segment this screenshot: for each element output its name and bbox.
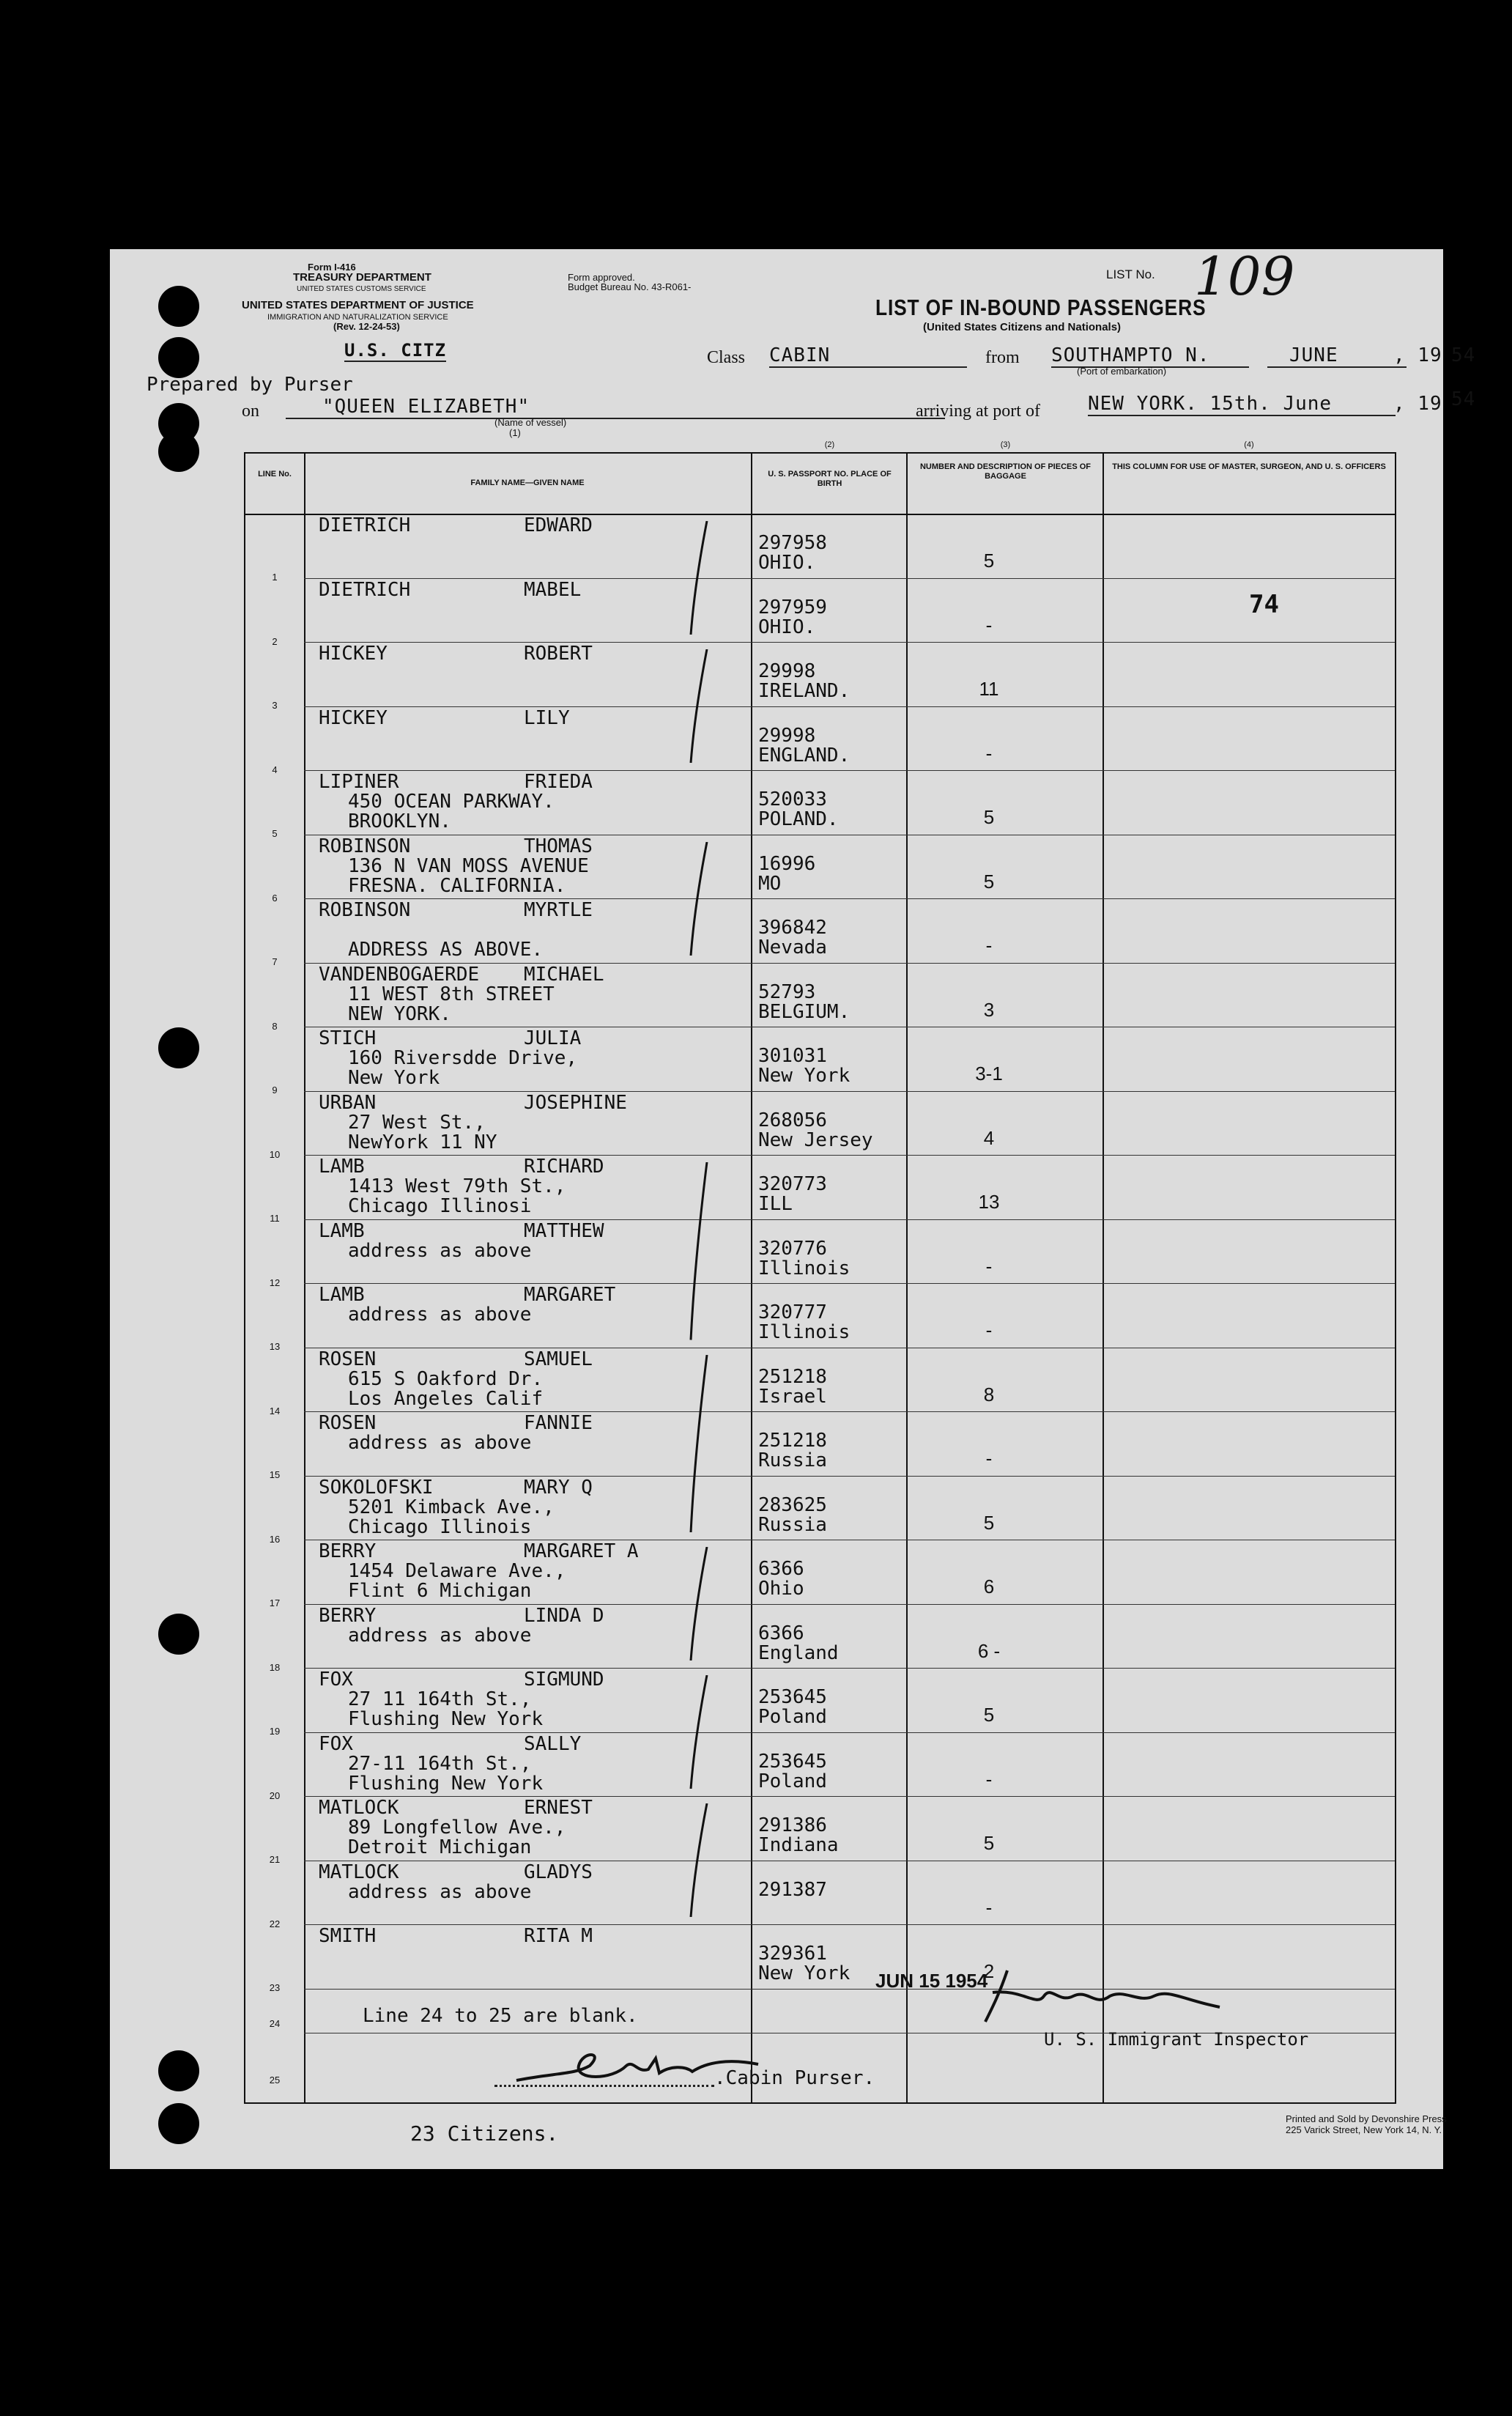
address-line: Flushing New York	[348, 1708, 544, 1730]
passport-number: 301031	[758, 1045, 827, 1067]
given-name: MARGARET A	[524, 1540, 639, 1562]
blank-lines-note: Line 24 to 25 are blank.	[363, 2005, 638, 2027]
address-line: 27-11 164th St.,	[348, 1752, 532, 1775]
baggage-count: 8	[983, 1383, 995, 1405]
baggage-count: 5	[983, 806, 995, 828]
given-name: EDWARD	[524, 514, 593, 536]
table-row	[245, 706, 1395, 775]
baggage-count: 5	[983, 550, 995, 572]
address-line: BROOKLYN.	[348, 810, 451, 832]
given-name: SIGMUND	[524, 1669, 604, 1691]
col-header-officers: THIS COLUMN FOR USE OF MASTER, SURGEON, AND U. S. OFFICERS	[1112, 462, 1386, 471]
line-number: 8	[272, 1020, 278, 1032]
address-line: Los Angeles Calif	[348, 1387, 544, 1410]
family-name: FOX	[319, 1732, 353, 1755]
family-bracket-mark	[685, 1547, 714, 1660]
passport-number: 520033	[758, 788, 827, 810]
family-bracket-mark	[685, 842, 714, 956]
family-bracket-mark	[685, 1675, 714, 1789]
us-citz: U.S. CITZ	[344, 340, 447, 361]
line-number: 18	[269, 1661, 281, 1673]
table-row	[245, 898, 1395, 967]
table-row	[245, 1604, 1395, 1673]
officer-note: 74	[1249, 589, 1279, 619]
given-name: MICHAEL	[524, 963, 604, 986]
address-line: 136 N VAN MOSS AVENUE	[348, 854, 589, 877]
passport-number: 29998	[758, 660, 816, 682]
family-name: HICKEY	[319, 706, 388, 729]
citizens-total: 23 Citizens.	[410, 2121, 559, 2146]
month-value: JUNE	[1267, 344, 1407, 368]
given-name: FRIEDA	[524, 771, 593, 793]
passport-number: 297959	[758, 596, 827, 618]
baggage-count: 11	[979, 678, 999, 700]
arrival-year-prefix: , 19	[1393, 393, 1442, 415]
place-of-birth: Illinois	[758, 1321, 850, 1343]
line-number: 19	[269, 1726, 281, 1737]
baggage-count: 6 -	[977, 1639, 1001, 1662]
table-row	[245, 1348, 1395, 1416]
baggage-count: 2	[983, 1960, 995, 1982]
baggage-count: 5	[983, 1704, 995, 1726]
table-row	[245, 578, 1395, 647]
vessel-caption: (Name of vessel)	[494, 417, 567, 428]
address-line: FRESNA. CALIFORNIA.	[348, 874, 566, 897]
line-number: 1	[272, 572, 278, 583]
baggage-count: 3-1	[975, 1063, 1003, 1085]
col-header-line: LINE No.	[258, 470, 292, 479]
place-of-birth: ENGLAND.	[758, 744, 850, 766]
from-value: SOUTHAMPTO N.	[1051, 344, 1249, 368]
address-line: address as above	[348, 1239, 532, 1262]
family-bracket-mark	[685, 1355, 714, 1533]
family-name: LIPINER	[319, 771, 399, 793]
table-row	[245, 514, 1395, 583]
family-name: DIETRICH	[319, 578, 411, 601]
place-of-birth: OHIO.	[758, 616, 816, 638]
line-number: 4	[272, 764, 278, 775]
address-line: 27 West St.,	[348, 1111, 486, 1134]
family-name: LAMB	[319, 1219, 365, 1242]
place-of-birth: New Jersey	[758, 1128, 873, 1151]
col-num-baggage: (3)	[1000, 440, 1011, 449]
line-number: 3	[272, 700, 278, 711]
baggage-count: -	[985, 1447, 993, 1469]
family-bracket-mark	[685, 1162, 714, 1340]
given-name: MATTHEW	[524, 1219, 604, 1242]
family-name: ROBINSON	[319, 899, 411, 921]
place-of-birth: IRELAND.	[758, 680, 850, 702]
line-number: 17	[269, 1597, 281, 1608]
line-number: 25	[269, 2075, 281, 2086]
table-row	[245, 1411, 1395, 1480]
place-of-birth: Israel	[758, 1385, 827, 1408]
given-name: MABEL	[524, 578, 582, 601]
year-prefix: , 19	[1393, 344, 1442, 366]
baggage-count: 5	[983, 870, 995, 893]
given-name: LINDA D	[524, 1604, 604, 1627]
address-line: Chicago Illinosi	[348, 1195, 532, 1217]
address-line: 89 Longfellow Ave.,	[348, 1817, 566, 1839]
baggage-count: 5	[983, 1832, 995, 1854]
table-row	[245, 1027, 1395, 1096]
passport-number: 251218	[758, 1430, 827, 1452]
line-number: 5	[272, 828, 278, 839]
baggage-count: -	[985, 1896, 993, 1918]
table-row	[245, 770, 1395, 839]
place-of-birth: ILL	[758, 1193, 793, 1215]
line-number: 7	[272, 956, 278, 967]
passport-number: 6366	[758, 1558, 804, 1580]
port-embark-caption: (Port of embarkation)	[1077, 366, 1167, 377]
table-row	[245, 1796, 1395, 1865]
manifest-page	[110, 245, 1476, 2169]
table-row	[245, 1219, 1395, 1288]
inspector-signature	[978, 1963, 1227, 2029]
family-bracket-mark	[685, 1803, 714, 1917]
family-name: ROSEN	[319, 1348, 377, 1370]
row-divider	[304, 1989, 1395, 1990]
address-line: 1413 West 79th St.,	[348, 1175, 566, 1197]
given-name: JOSEPHINE	[524, 1091, 627, 1114]
baggage-count: -	[985, 1255, 993, 1277]
punch-hole	[158, 337, 199, 378]
baggage-count: 13	[978, 1191, 1000, 1213]
passport-number: 52793	[758, 980, 816, 1003]
table-row	[245, 1091, 1395, 1160]
baggage-count: 4	[983, 1126, 995, 1149]
passport-number: 396842	[758, 917, 827, 939]
family-name: FOX	[319, 1669, 353, 1691]
line-number: 14	[269, 1405, 281, 1416]
place-of-birth: Russia	[758, 1513, 827, 1536]
baggage-count: -	[985, 742, 993, 764]
passport-number: 329361	[758, 1943, 827, 1965]
line-number: 2	[272, 635, 278, 647]
vessel-name: "QUEEN ELIZABETH"	[286, 396, 945, 419]
printer-line2: 225 Varick Street, New York 14, N. Y.	[1286, 2124, 1442, 2135]
passport-number: 320773	[758, 1173, 827, 1195]
punch-hole	[158, 2050, 199, 2091]
place-of-birth: New York	[758, 1962, 850, 1984]
list-no-label: LIST No.	[1106, 267, 1155, 281]
address-line: address as above	[348, 1624, 532, 1647]
from-label: from	[985, 348, 1020, 367]
given-name: THOMAS	[524, 835, 593, 857]
baggage-count: -	[985, 613, 993, 636]
place-of-birth: POLAND.	[758, 808, 839, 830]
passport-number: 6366	[758, 1622, 804, 1644]
year-suffix: 54	[1451, 344, 1476, 366]
punch-hole	[158, 431, 199, 472]
address-line: 160 Riversdde Drive,	[348, 1047, 578, 1069]
page-title: LIST OF IN-BOUND PASSENGERS	[875, 295, 1207, 320]
baggage-count: -	[985, 1767, 993, 1790]
family-name: DIETRICH	[319, 514, 411, 536]
address-line: NewYork 11 NY	[348, 1131, 497, 1153]
arriving-label: arriving at port of	[916, 402, 1040, 421]
address-line: 11 WEST 8th STREET	[348, 983, 555, 1005]
purser-label: .Cabin Purser.	[714, 2067, 875, 2089]
family-name: ROBINSON	[319, 835, 411, 857]
place-of-birth: Ohio	[758, 1578, 804, 1600]
passport-number: 268056	[758, 1109, 827, 1131]
table-row	[245, 835, 1395, 904]
passport-number: 291387	[758, 1878, 827, 1901]
address-line: 27 11 164th St.,	[348, 1688, 532, 1710]
given-name: LILY	[524, 706, 570, 729]
given-name: ERNEST	[524, 1797, 593, 1819]
punch-hole	[158, 286, 199, 327]
prepared-by: Prepared by Purser	[147, 374, 353, 396]
address-line: 450 OCEAN PARKWAY.	[348, 791, 555, 813]
passport-number: 297958	[758, 532, 827, 554]
address-line: address as above	[348, 1880, 532, 1903]
family-name: VANDENBOGAERDE	[319, 963, 480, 986]
line-number: 23	[269, 1982, 281, 1993]
given-name: ROBERT	[524, 643, 593, 665]
line-number: 13	[269, 1341, 281, 1352]
baggage-count: 5	[983, 1511, 995, 1534]
passport-number: 283625	[758, 1493, 827, 1516]
revision-date: (Rev. 12-24-53)	[333, 321, 400, 332]
address-line: address as above	[348, 1304, 532, 1326]
given-name: JULIA	[524, 1027, 582, 1049]
line-number: 20	[269, 1789, 281, 1801]
family-name: LAMB	[319, 1284, 365, 1306]
address-line: ADDRESS AS ABOVE.	[348, 939, 544, 961]
table-row	[245, 642, 1395, 711]
passport-number: 320777	[758, 1301, 827, 1323]
customs-service: UNITED STATES CUSTOMS SERVICE	[297, 285, 426, 293]
given-name: MYRTLE	[524, 899, 593, 921]
form-approved: Form approved.	[568, 272, 635, 283]
given-name: MARY Q	[524, 1476, 593, 1499]
arrival-port: NEW YORK. 15th. June	[1088, 393, 1396, 416]
table-row	[245, 1476, 1395, 1545]
printer-line1: Printed and Sold by Devonshire Press	[1286, 2113, 1447, 2124]
address-line: Flint 6 Michigan	[348, 1580, 532, 1602]
col-header-name: FAMILY NAME—GIVEN NAME	[470, 479, 585, 487]
line-number: 9	[272, 1085, 278, 1096]
family-name: HICKEY	[319, 643, 388, 665]
place-of-birth: New York	[758, 1065, 850, 1087]
place-of-birth: Poland	[758, 1770, 827, 1792]
place-of-birth: England	[758, 1641, 839, 1664]
given-name: SAMUEL	[524, 1348, 593, 1370]
place-of-birth: Russia	[758, 1449, 827, 1471]
passenger-table	[244, 440, 1396, 2104]
place-of-birth: Nevada	[758, 937, 827, 958]
vessel-colnum: (1)	[509, 427, 521, 438]
on-label: on	[242, 402, 259, 421]
place-of-birth: MO	[758, 872, 782, 895]
address-line: 1454 Delaware Ave.,	[348, 1560, 566, 1582]
table-row	[245, 1283, 1395, 1352]
given-name: FANNIE	[524, 1412, 593, 1434]
passport-number: 320776	[758, 1237, 827, 1260]
given-name: RICHARD	[524, 1156, 604, 1178]
family-name: URBAN	[319, 1091, 377, 1114]
passport-number: 253645	[758, 1750, 827, 1773]
table-row	[245, 1668, 1395, 1737]
place-of-birth: Indiana	[758, 1834, 839, 1856]
line-number: 11	[270, 1213, 280, 1224]
baggage-count: 6	[983, 1575, 995, 1597]
col-num-passport: (2)	[824, 440, 835, 449]
address-line: Chicago Illinois	[348, 1515, 532, 1538]
baggage-count: -	[985, 934, 993, 956]
table-row	[245, 1861, 1395, 1929]
ins-service: IMMIGRATION AND NATURALIZATION SERVICE	[267, 313, 448, 322]
class-label: Class	[707, 348, 746, 367]
baggage-count: 3	[983, 998, 995, 1021]
inspector-label: U. S. Immigrant Inspector	[1044, 2029, 1309, 2050]
family-name: LAMB	[319, 1156, 365, 1178]
punch-hole	[158, 1614, 199, 1655]
place-of-birth: Poland	[758, 1706, 827, 1728]
col-header-baggage: NUMBER AND DESCRIPTION OF PIECES OF BAGGAGE	[919, 462, 1092, 481]
address-line: address as above	[348, 1432, 532, 1454]
passport-number: 253645	[758, 1686, 827, 1708]
line-number: 22	[269, 1918, 281, 1929]
col-header-passport: U. S. PASSPORT NO. PLACE OF BIRTH	[768, 470, 892, 488]
line-number: 15	[269, 1469, 281, 1480]
address-line: NEW YORK.	[348, 1002, 451, 1025]
table-row	[245, 1155, 1395, 1224]
line-number: 6	[272, 892, 278, 904]
family-name: SMITH	[319, 1925, 377, 1947]
given-name: GLADYS	[524, 1861, 593, 1883]
given-name: RITA M	[524, 1925, 593, 1947]
family-name: SOKOLOFSKI	[319, 1476, 434, 1499]
budget-bureau: Budget Bureau No. 43-R061-	[568, 281, 692, 292]
table-row	[245, 1732, 1395, 1801]
family-name: ROSEN	[319, 1412, 377, 1434]
family-name: BERRY	[319, 1540, 377, 1562]
family-name: STICH	[319, 1027, 377, 1049]
table-row	[245, 963, 1395, 1032]
col-num-officers: (4)	[1244, 440, 1254, 449]
list-number: 109	[1194, 245, 1295, 307]
form-number: Form I-416	[308, 262, 356, 273]
passport-number: 29998	[758, 724, 816, 747]
given-name: SALLY	[524, 1732, 582, 1755]
given-name: MARGARET	[524, 1284, 616, 1306]
address-line: New York	[348, 1067, 440, 1089]
line-number: 12	[269, 1277, 281, 1288]
line-number: 24	[269, 2018, 281, 2029]
place-of-birth: OHIO.	[758, 552, 816, 574]
justice-dept: UNITED STATES DEPARTMENT OF JUSTICE	[242, 299, 474, 311]
address-line: 615 S Oakford Dr.	[348, 1367, 544, 1390]
family-name: BERRY	[319, 1604, 377, 1627]
line-number: 21	[269, 1854, 281, 1865]
address-line: Detroit Michigan	[348, 1836, 532, 1858]
family-name: MATLOCK	[319, 1797, 399, 1819]
line-number: 10	[269, 1148, 281, 1160]
family-bracket-mark	[685, 649, 714, 763]
place-of-birth: BELGIUM.	[758, 1000, 850, 1023]
purser-signature	[509, 2044, 788, 2095]
address-line: Flushing New York	[348, 1772, 544, 1795]
class-value: CABIN	[769, 344, 967, 368]
arrival-year-suffix: 54	[1451, 388, 1476, 410]
passport-number: 16996	[758, 852, 816, 875]
family-bracket-mark	[685, 521, 714, 635]
place-of-birth: Illinois	[758, 1257, 850, 1279]
date-stamp: JUN 15 1954	[875, 1970, 988, 1992]
line-number: 16	[269, 1533, 281, 1545]
passport-number: 291386	[758, 1814, 827, 1836]
family-name: MATLOCK	[319, 1861, 399, 1883]
table-row	[245, 1540, 1395, 1608]
punch-hole	[158, 1027, 199, 1068]
passport-number: 251218	[758, 1365, 827, 1388]
treasury-dept: TREASURY DEPARTMENT	[293, 271, 431, 284]
punch-hole	[158, 2103, 199, 2144]
page-subtitle: (United States Citizens and Nationals)	[923, 321, 1122, 333]
baggage-count: -	[985, 1319, 993, 1341]
address-line: 5201 Kimback Ave.,	[348, 1496, 555, 1518]
